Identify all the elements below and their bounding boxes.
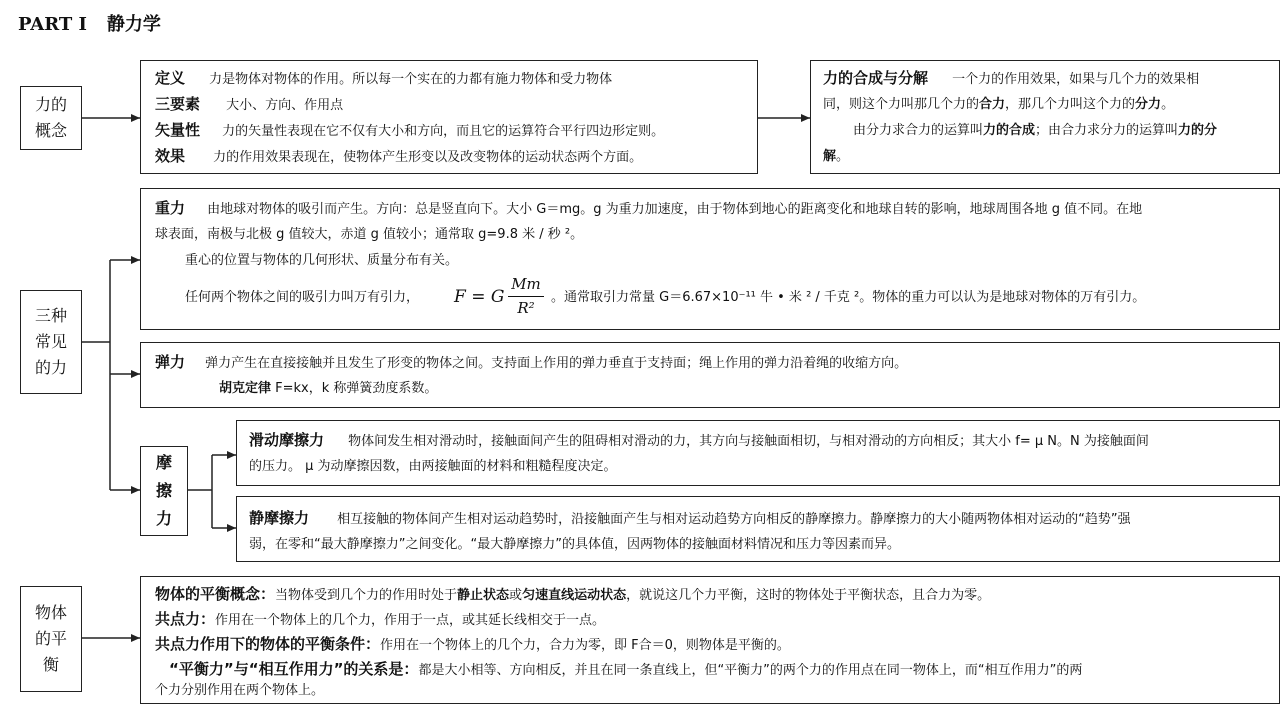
rest-state-term: 静止状态 [457,588,510,603]
gravitational-constant-text: 。通常取引力常量 G＝6.67×10⁻¹¹ 牛 • 米 ² / 千克 ²。物体的重力可以认为是地球对物体的万有引力。 [551,290,1146,305]
vector-row [155,121,664,141]
gravity-line-1 [155,199,1142,219]
sliding-friction-text-2: 的压力。 μ 为动摩擦因数，由两接触面的材料和粗糙程度决定。 [249,459,617,474]
composition-text-2d: 。 [836,149,850,164]
static-friction-text-2: 弱，在零和“最大静摩擦力”之间变化。“最大静摩擦力”的具体值，因两物体的接触面材料情况和压力等因素而异。 [249,537,900,552]
vector-term: 矢量性 [155,121,201,139]
composition-line-4 [823,147,849,166]
sliding-friction-text-1: 物体间发生相对滑动时，接触面间产生的阻碍相对滑动的力，其方向与接触面相切，与相对滑动的方向相反；其大小 f= μ N。N 为接触面间 [348,434,1149,449]
three-elements-term: 三要素 [155,95,201,113]
effect-term: 效果 [155,147,186,165]
uniform-motion-term: 匀速直线运动状态 [522,588,627,603]
resultant-force-term: 合力 [979,97,1006,112]
gravity-text-1: 由地球对物体的吸引而产生。方向：总是竖直向下。大小 G＝mg。g 为重力加速度，由于物体到地心的距离变化和地球自转的影响，地球周围各地 g 值不同。在地 [207,202,1143,217]
section-label-friction: 摩 擦 力 [140,446,188,536]
balance-vs-interaction-row [169,660,1082,680]
formula-lhs: F = G [454,287,505,307]
hooke-law-line [219,379,437,398]
component-force-term: 分力 [1135,97,1162,112]
force-definition-box [140,60,758,174]
equilibrium-concept-term: 物体的平衡概念： [155,585,276,603]
composition-box [810,60,1280,174]
gravity-text-2: 球表面，南极与北极 g 值较大，赤道 g 值较小；通常取 g=9.8 米 / 秒 ²。 [155,227,584,242]
elastic-term: 弹力 [155,353,186,371]
composition-line-2 [823,95,1174,114]
gravity-box [140,188,1280,330]
equilibrium-condition-row [155,635,790,655]
composition-text-1d: 。 [1161,97,1175,112]
equilibrium-concept-text-c: 或 [509,588,523,603]
equilibrium-concept-text-a: 当物体受到几个力的作用时处于 [275,588,458,603]
force-decomposition-term-end: 解 [823,149,837,164]
three-elements-row [155,95,343,115]
static-friction-box [236,496,1280,562]
static-friction-text-1: 相互接触的物体间产生相对运动趋势时，沿接触面产生与相对运动趋势方向相反的静摩擦力。静摩擦力的大小随两物体相对运动的“趋势”强 [337,512,1131,527]
composition-line-3 [853,121,1217,140]
definition-row [155,69,612,89]
chapter-title: 静力学 [106,14,161,35]
composition-line-1 [823,69,1199,89]
center-of-gravity-text: 重心的位置与物体的几何形状、质量分布有关。 [185,253,459,268]
part-number: PART I [18,14,87,35]
vector-text: 力的矢量性表现在它不仅有大小和方向，而且它的运算符合平行四边形定则。 [222,124,665,139]
section-label-equilibrium: 物体 的平 衡 [20,586,82,692]
concurrent-forces-row [155,610,605,630]
section-label-common-forces: 三种 常见 的力 [20,290,82,394]
force-decomposition-term: 力的分 [1178,123,1218,138]
concurrent-forces-term: 共点力： [155,610,216,628]
equilibrium-condition-text: 作用在一个物体上的几个力，合力为零，即 F合＝0，则物体是平衡的。 [380,638,790,653]
hooke-law-term: 胡克定律 [219,381,272,396]
balance-vs-interaction-text: 都是大小相等、方向相反，并且在同一条直线上，但“平衡力”的两个力的作用点在同一物体上，而“相互作用力”的两 [418,663,1083,678]
gravity-term: 重力 [155,199,186,217]
force-composition-term: 力的合成 [983,123,1036,138]
three-elements-text: 大小、方向、作用点 [226,98,344,113]
formula-denominator: R² [517,299,535,317]
static-friction-line-1 [249,509,1131,529]
sliding-friction-term: 滑动摩擦力 [249,431,325,449]
composition-text-2a: 由分力求合力的运算叫 [853,123,984,138]
elastic-text-1: 弹力产生在直接接触并且发生了形变的物体之间。支持面上作用的弹力垂直于支持面；绳上作用的弹力沿着绳的收缩方向。 [205,356,908,371]
static-friction-term: 静摩擦力 [249,509,310,527]
composition-text-1b: 同，则这个力叫那几个力的 [823,97,980,112]
sliding-friction-box [236,420,1280,486]
formula-numerator: Mm [511,275,541,293]
sliding-friction-line-1 [249,431,1149,451]
effect-text: 力的作用效果表现在，使物体产生形变以及改变物体的运动状态两个方面。 [213,150,643,165]
equilibrium-concept-row [155,585,990,605]
composition-text-2b: ；由合力求分力的运算叫 [1035,123,1179,138]
equilibrium-box [140,576,1280,704]
formula-fraction-bar [508,296,544,297]
elastic-line-1 [155,353,907,373]
effect-row [155,147,642,167]
balance-vs-interaction-text-2: 个力分别作用在两个物体上。 [155,683,325,698]
definition-term: 定义 [155,69,186,87]
composition-text-1c: ，那几个力叫这个力的 [1005,97,1136,112]
section-label-force-concept: 力的 概念 [20,86,82,150]
composition-term: 力的合成与分解 [823,69,929,87]
definition-text: 力是物体对物体的作用。所以每一个实在的力都有施力物体和受力物体 [209,72,613,87]
elastic-force-box [140,342,1280,408]
hooke-law-text: F=kx，k 称弹簧劲度系数。 [271,381,438,396]
equilibrium-concept-text-d: ，就说这几个力平衡，这时的物体处于平衡状态，且合力为零。 [626,588,991,603]
composition-text-1a: 一个力的作用效果，如果与几个力的效果相 [952,72,1200,87]
universal-gravitation-intro: 任何两个物体之间的吸引力叫万有引力， [185,290,420,305]
equilibrium-condition-term: 共点力作用下的物体的平衡条件： [155,635,381,653]
balance-vs-interaction-term: “平衡力”与“相互作用力”的关系是： [169,660,419,678]
concurrent-forces-text: 作用在一个物体上的几个力，作用于一点，或其延长线相交于一点。 [215,613,606,628]
